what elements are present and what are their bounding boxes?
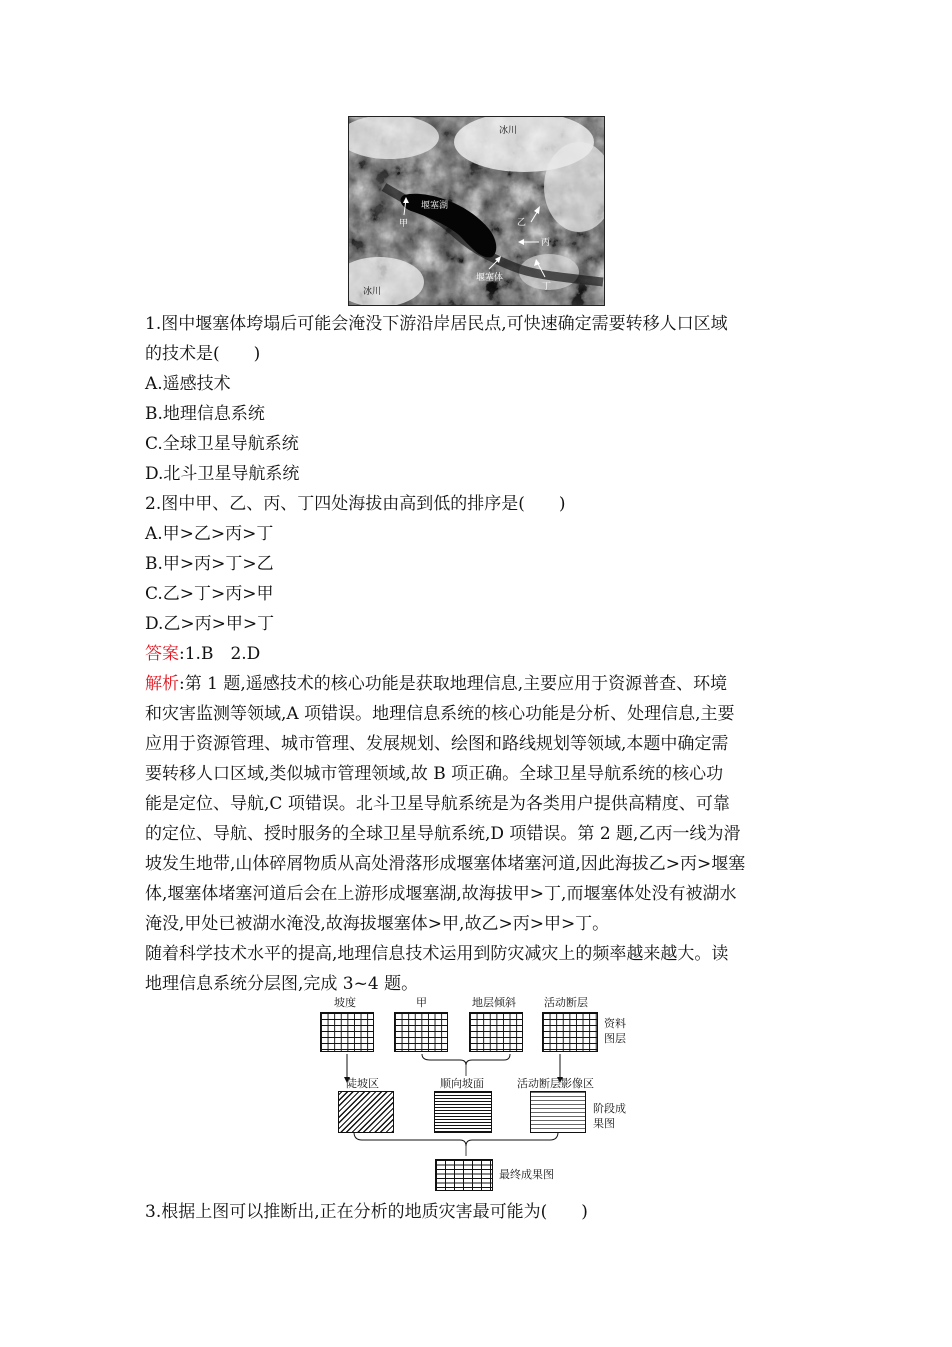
layer-grid-fault [542,1012,598,1052]
stage-label-dip-slope: 顺向坡面 [440,1077,484,1090]
layer-label-fault: 活动断层 [544,996,588,1009]
stage-box-fault-zone [530,1091,586,1133]
layer-label-jia: 甲 [416,996,427,1009]
analysis-text-1: :第 1 题,遥感技术的核心功能是获取地理信息,主要应用于资源普查、环境 [179,674,728,694]
answer-label: 答案 [145,644,179,664]
label-glacier-bottom: 冰川 [363,287,382,297]
q2-option-b: B.甲>丙>丁>乙 [145,554,274,574]
layer-grid-dip [469,1012,523,1052]
analysis-line-1 [145,673,727,695]
q1-option-a: A.遥感技术 [145,374,231,394]
q1-option-b: B.地理信息系统 [145,404,265,424]
label-dam: 堰塞体 [476,273,504,283]
analysis-line-9: 淹没,甲处已被湖水淹没,故海拔堰塞体>甲,故乙>丙>甲>丁。 [145,914,610,934]
analysis-line-5: 能是定位、导航,C 项错误。北斗卫星导航系统是为各类用户提供高精度、可靠 [145,794,730,814]
final-result-label: 最终成果图 [499,1168,554,1181]
stage-box-steep [338,1091,394,1133]
data-layer-label-2: 图层 [604,1032,626,1045]
label-bing: 丙 [541,238,551,248]
q2-option-c: C.乙>丁>丙>甲 [145,584,274,604]
data-layer-label-1: 资料 [604,1017,626,1030]
layer-grid-slope [320,1012,374,1052]
q2-option-d: D.乙>丙>甲>丁 [145,614,275,634]
stage-label-fault-zone: 活动断层影像区 [517,1077,594,1090]
analysis-line-7: 坡发生地带,山体碎屑物质从高处滑落形成堰塞体堵塞河道,因此海拔乙>丙>堰塞 [145,854,746,874]
q1-stem-line2: 的技术是( ) [145,344,261,364]
q2-option-a: A.甲>乙>丙>丁 [145,524,274,544]
final-result-box [435,1159,493,1191]
label-lake: 堰塞湖 [421,201,449,211]
stage-side-label-1: 阶段成 [593,1102,626,1115]
answer-line [145,643,260,665]
stage-side-label-2: 果图 [593,1117,615,1130]
q1-option-d: D.北斗卫星导航系统 [145,464,300,484]
analysis-line-8: 体,堰塞体堵塞河道后会在上游形成堰塞湖,故海拔甲>丁,而堰塞体处没有被湖水 [145,884,737,904]
q1-option-c: C.全球卫星导航系统 [145,434,299,454]
intro-line-1: 随着科学技术水平的提高,地理信息技术运用到防灾减灾上的频率越来越大。读 [145,944,729,964]
layer-label-slope: 坡度 [334,996,356,1009]
q3-stem: 3.根据上图可以推断出,正在分析的地质灾害最可能为( ) [145,1202,588,1222]
label-jia: 甲 [399,219,409,229]
intro-line-2: 地理信息系统分层图,完成 3~4 题。 [145,974,419,994]
stage-box-dip-slope [434,1091,492,1133]
label-glacier-top: 冰川 [499,126,518,136]
label-yi: 乙 [517,218,527,228]
satellite-image [348,116,605,306]
analysis-label: 解析 [145,674,179,694]
stage-label-steep: 陡坡区 [346,1077,379,1090]
layer-label-dip: 地层倾斜 [472,996,516,1009]
layer-grid-jia [394,1012,448,1052]
q2-stem: 2.图中甲、乙、丙、丁四处海拔由高到低的排序是( ) [145,494,566,514]
analysis-line-6: 的定位、导航、授时服务的全球卫星导航系统,D 项错误。第 2 题,乙丙一线为滑 [145,824,741,844]
analysis-line-4: 要转移人口区域,类似城市管理领域,故 B 项正确。全球卫星导航系统的核心功 [145,764,724,784]
analysis-line-3: 应用于资源管理、城市管理、发展规划、绘图和路线规划等领域,本题中确定需 [145,734,729,754]
analysis-line-2: 和灾害监测等领域,A 项错误。地理信息系统的核心功能是分析、处理信息,主要 [145,704,735,724]
answer-text: :1.B 2.D [179,644,261,664]
q1-stem-line1: 1.图中堰塞体垮塌后可能会淹没下游沿岸居民点,可快速确定需要转移人口区域 [145,314,728,334]
label-ding: 丁 [542,282,552,292]
